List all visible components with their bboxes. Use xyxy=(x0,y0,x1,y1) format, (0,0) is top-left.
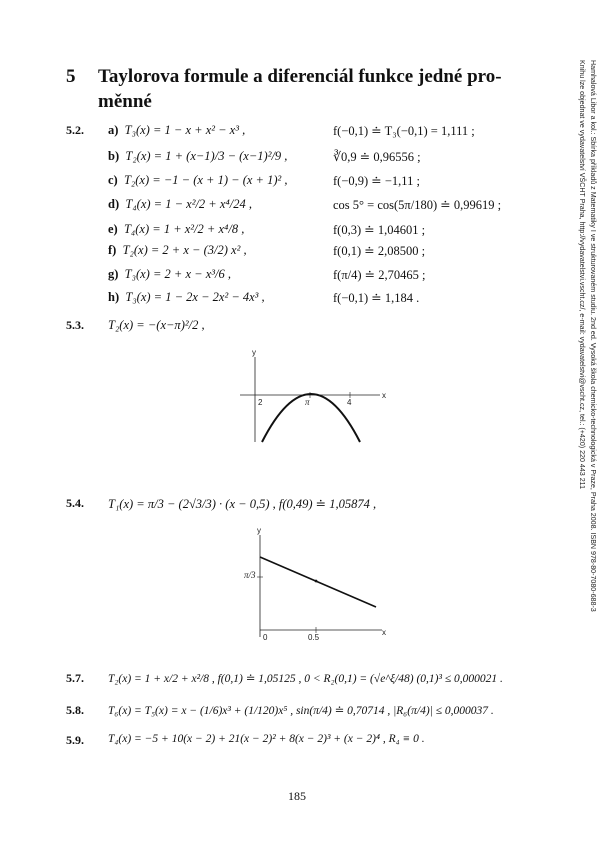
tick-label: 0.5 xyxy=(308,633,320,642)
item-value: f(−0,1) ≐ 1,184 . xyxy=(333,291,420,305)
y-axis-label: y xyxy=(257,526,261,535)
tick-label: 0 xyxy=(263,633,268,642)
item-value: f(π/4) ≐ 2,70465 ; xyxy=(333,268,426,282)
item-label: e) xyxy=(108,222,118,236)
tangent-point xyxy=(315,580,318,583)
tangent-line-plot xyxy=(240,525,395,643)
tick-label: 2 xyxy=(258,398,263,407)
exercise-expression: T₄(x) = −5 + 10(x − 2) + 21(x − 2)² + 8(x − 2)³ + (x − 2)⁴ , R₄ ≡ 0 . xyxy=(108,733,425,745)
list-item xyxy=(108,290,265,305)
list-item xyxy=(108,123,245,138)
section-title: Taylorova formule a diferenciál funkce jedné pro-měnné xyxy=(98,66,502,112)
y-axis-label: y xyxy=(252,348,256,357)
list-item xyxy=(108,243,247,258)
exercise-number-5-3: 5.3. xyxy=(66,318,84,332)
item-expression: T₂(x) = 1 + (x−1)/3 − (x−1)²/9 , xyxy=(125,149,288,163)
item-label: h) xyxy=(108,290,120,304)
x-axis-label: x xyxy=(382,391,386,400)
item-label: a) xyxy=(108,123,119,137)
x-axis-label: x xyxy=(382,628,386,637)
item-label: b) xyxy=(108,149,120,163)
item-expression: T₂(x) = −1 − (x + 1) − (x + 1)² , xyxy=(123,173,288,187)
exercise-number-5-2: 5.2. xyxy=(66,123,84,137)
item-expression: T₄(x) = 1 − x²/2 + x⁴/24 , xyxy=(125,197,252,211)
item-value: ∛0,9 ≐ 0,96556 ; xyxy=(333,150,421,164)
item-label: d) xyxy=(108,197,120,211)
tangent-line xyxy=(260,557,376,607)
exercise-expression: T₁(x) = π/3 − (2√3/3) · (x − 0,5) , f(0,49) ≐ 1,05874 , xyxy=(108,497,377,511)
list-item xyxy=(108,222,244,237)
exercise-expression: T₆(x) = T₅(x) = x − (1/6)x³ + (1/120)x⁵ , sin(π/4) ≐ 0,70714 , |R₆(π/4)| ≤ 0,000037 . xyxy=(108,705,494,717)
tick-label: 4 xyxy=(347,398,352,407)
item-value: f(−0,1) ≐ T₃(−0,1) = 1,111 ; xyxy=(333,124,475,138)
sidebar-citation xyxy=(576,60,598,612)
parabola-curve xyxy=(262,394,360,442)
section-number: 5 xyxy=(66,66,76,87)
item-label: f) xyxy=(108,243,117,257)
exercise-number-5-4: 5.4. xyxy=(66,496,84,510)
item-value: f(0,3) ≐ 1,04601 ; xyxy=(333,223,426,237)
citation-line: Hamhalová Libor a kol.: Sbírka příkladů z Matematiky I ve strukturovaném studiu. 2nd ed. Vysoká škola chemicko-technologická v Praze, Praha 2008. ISBN 978-80-7080-688-3 xyxy=(589,60,597,612)
exercise-expression: T₂(x) = 1 + x/2 + x²/8 , f(0,1) ≐ 1,05125 , 0 < R₂(0,1) = (√e^ξ/48) (0,1)³ ≤ 0,000021 . xyxy=(108,673,503,685)
item-label: c) xyxy=(108,173,118,187)
item-value: f(−0,9) ≐ −1,11 ; xyxy=(333,174,420,188)
list-item xyxy=(108,173,288,188)
tick-label: π xyxy=(305,397,310,407)
exercise-expression: T₂(x) = −(x−π)²/2 , xyxy=(108,318,205,332)
tick-label: π/3 xyxy=(244,570,256,580)
item-value: f(0,1) ≐ 2,08500 ; xyxy=(333,244,426,258)
list-item xyxy=(108,197,252,212)
exercise-number-5-9: 5.9. xyxy=(66,733,84,747)
page-number: 185 xyxy=(288,789,306,803)
list-item xyxy=(108,267,231,282)
item-expression: T₃(x) = 2 + x − x³/6 , xyxy=(124,267,231,281)
citation-line: Knihu lze objednat ve vydavatelství VŠCHT Praha, http://vydavatelstvi.vscht.cz/, e-mail: vydavatelstvi@vscht.cz, tel.: (+420) 220 443 211 xyxy=(578,60,586,490)
item-label: g) xyxy=(108,267,119,281)
item-expression: T₃(x) = 1 − 2x − 2x² − 4x³ , xyxy=(125,290,265,304)
item-value: cos 5° = cos(5π/180) ≐ 0,99619 ; xyxy=(333,198,502,212)
exercise-number-5-8: 5.8. xyxy=(66,703,84,717)
parabola-plot xyxy=(230,345,395,445)
item-expression: T₂(x) = 2 + x − (3/2) x² , xyxy=(122,243,247,257)
item-expression: T₄(x) = 1 + x²/2 + x⁴/8 , xyxy=(123,222,245,236)
item-expression: T₃(x) = 1 − x + x² − x³ , xyxy=(124,123,246,137)
exercise-number-5-7: 5.7. xyxy=(66,671,84,685)
list-item xyxy=(108,149,287,164)
